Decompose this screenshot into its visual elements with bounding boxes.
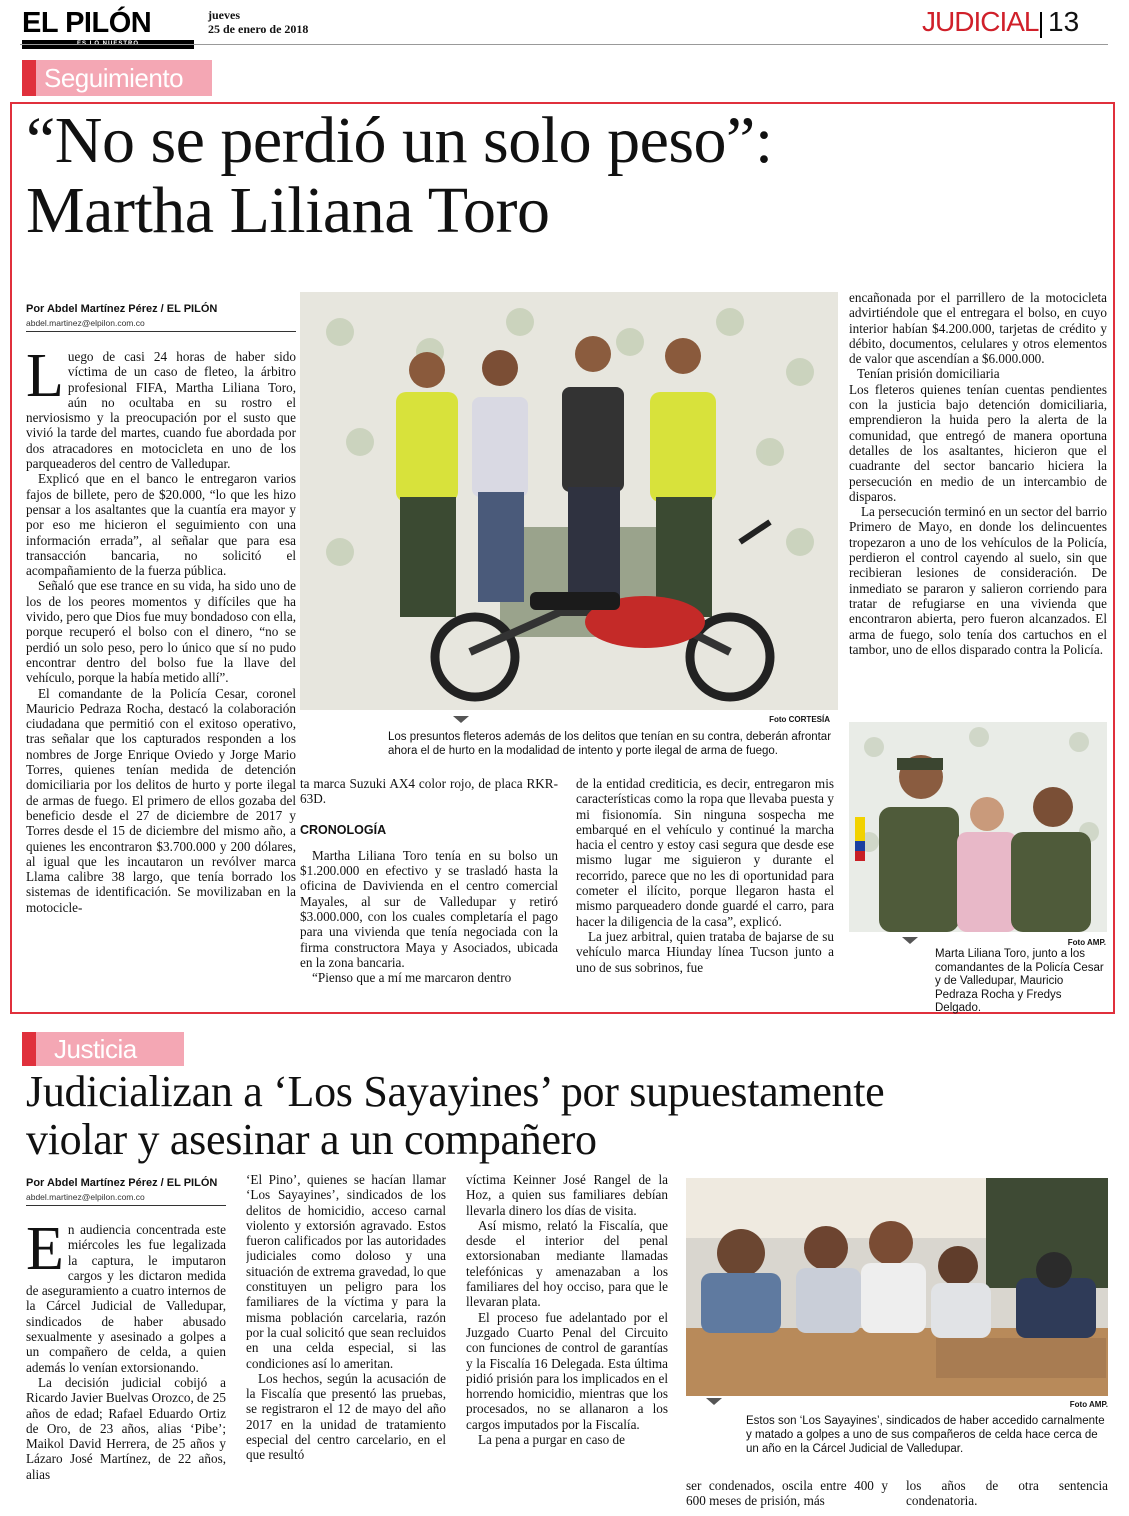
photo1-credit: Foto CORTESÍA [769, 715, 830, 724]
article1-column4 [849, 290, 1107, 722]
paragraph: La pena a purgar en caso de [478, 1432, 625, 1448]
photo3-credit: Foto AMP. [1069, 1400, 1108, 1409]
date-day: jueves [208, 8, 240, 22]
article1-secondary-photo [849, 722, 1107, 932]
article1-column1 [26, 349, 296, 1009]
caption-pointer-icon [453, 716, 469, 723]
paragraph: El proceso fue adelantado por el Juzgado Cuarto Penal del Circuito con funciones de control de garantías y la Fiscalía 16 Delegada. Esta última pidió prisión para los implicados en el horrendo homicidio, mientras que los procesados, no se allanaron a los cargos imputados por la Fiscalía. [466, 1309, 668, 1432]
section-name: JUDICIAL [922, 6, 1039, 37]
article2-photo [686, 1178, 1108, 1396]
prision-domiciliaria-subhead: Tenían prisión domiciliaria [857, 366, 1000, 382]
article2-tag [22, 1032, 184, 1066]
article2-column4 [686, 1478, 888, 1512]
article1-tag [22, 60, 212, 96]
header-rule [20, 44, 1108, 45]
article2-headline [26, 1068, 1116, 1164]
article1-byline: Por Abdel Martínez Pérez / EL PILÓN [26, 303, 218, 315]
paragraph: de la entidad crediticia, es decir, entregaron mis características como la ropa que llevaba puesta y mi fisionomía. Sin ninguna sospecha me embarqué en el vehículo y continué la marcha hacia el centro y estoy casi segura que desde ese mismo lugar me siguieron y durante el recorrido, parece que no les di oportunidad para cometer el ilícito, porque llegaron hasta el mismo parqueadero donde guardé el carro, para hacer la diligencia de la casa”, explicó. [576, 776, 834, 929]
article1-headline-line2: Martha Liliana Toro [26, 174, 550, 247]
paragraph: Así mismo, relató la Fiscalía, que desde el interior del penal extorsionaban mediante llamadas telefónicas y amenazaban a los familiares del hoy occiso, para que le llevaran plata. [466, 1217, 668, 1310]
paragraph: ta marca Suzuki AX4 color rojo, de placa RKR-63D. [300, 776, 558, 807]
masthead-logo [22, 8, 200, 56]
issue-date [208, 8, 308, 36]
article1-headline-line1: “No se perdió un solo peso”: [26, 104, 773, 177]
photo3-caption: Estos son ‘Los Sayayines’, sindicados de haber accedido carnalmente y matado a golpes a uno de sus compañeros de celda hace cerca de un año en la Cárcel Judicial de Valledupar. [746, 1415, 1105, 1455]
paragraph: Los fleteros quienes tenían cuentas pendientes con la justicia bajo detención domiciliaria, emprendieron la huida pero la alerta de la comunidad, que entregó de manera oportuna detalles de los asaltantes, hicieron que el cuadrante del sector bancario hiciera la persecución en medio de un intercambio de disparos. [849, 381, 1107, 504]
article2-email: abdel.martinez@elpilon.com.co [26, 1192, 145, 1202]
paragraph: uego de casi 24 horas de haber sido víctima de un caso de fleteo, la árbitro profesional FIFA, Martha Liliana Toro, aún no ocultaba en su rostro el nerviosismo y la preocupación por el susto que vivió la tarde del martes, cuando fue abordada por dos atracadores en motocicleta en uno de los parqueaderos del centro de Valledupar. [26, 349, 296, 472]
article2-tag-label: Justicia [54, 1034, 137, 1064]
paragraph: La persecución terminó en un sector del barrio Primero de Mayo, en donde los delincuentes tropezaron a uno de los vehículos de la Policía, perdieron el control cayendo al suelo, sin que recibieran lesiones de consideración. De inmediato se pararon y salieron corriendo para tratar de refugiarse en una vivienda que encontraron abierta, pero fueron alcanzados. El arma de fuego, solo tenía dos cartuchos en el tambor, uno de ellos disparado contra la Policía. [849, 504, 1107, 657]
article1-column2 [300, 776, 558, 1008]
byline-rule [26, 1205, 226, 1206]
photo2-caption: Marta Liliana Toro, junto a los comandantes de la Policía Cesar y de Valledupar, Mauricio Pedraza Rocha y Fredys Delgado. [935, 948, 1104, 1014]
sayayines-in-court-illustration [686, 1178, 1108, 1396]
byline-rule [26, 331, 296, 332]
suspects-and-police-illustration [300, 292, 838, 710]
article2-column3 [466, 1172, 668, 1512]
logo-name: EL PILÓN [22, 7, 152, 39]
article1-tag-label: Seguimiento [44, 63, 184, 93]
article2-headline-line1: Judicializan a ‘Los Sayayines’ por supuestamente [26, 1067, 885, 1116]
paragraph: encañonada por el parrillero de la motocicleta advirtiéndole que el entregara el bolso, en cuyo interior habían $4.200.000, tarjetas de crédito y débito, documentos, celulares y otros elementos de valor que ascendían a $6.000.000. [849, 290, 1107, 367]
caption-pointer-icon [706, 1398, 722, 1405]
tag-accent [22, 1032, 36, 1066]
paragraph: Los hechos, según la acusación de la Fiscalía que presentó las pruebas, se registraron el 12 de mayo del año 2017 en la unidad de tratamiento especial del centro carcelario, en el que resultó [246, 1370, 446, 1463]
paragraph: Señaló que ese trance en su vida, ha sido uno de los de los peores momentos y difíciles que ha vivido, pero que Dios fue muy bondadoso con ella, porque recuperó el bolso con el dinero, “no se perdió un solo peso, pero lo único que sí no pudo encontrar dentro del bolso fue la llave del vehículo, porque la había metido allí”. [26, 578, 296, 686]
caption-pointer-icon [902, 937, 918, 944]
article2-headline-line2: violar y asesinar a un compañero [26, 1115, 597, 1164]
date-full: 25 de enero de 2018 [208, 22, 309, 36]
page-number: 13 [1048, 6, 1080, 37]
paragraph: ‘El Pino’, quienes se hacían llamar ‘Los Sayayines’, sindicados de los delitos de homicidio, acceso carnal violento y extorsión agravado. Estos fueron calificados por las autoridades judiciales como doloso y una situación de extrema gravedad, lo que constituyen un peligro para los familiares de la víctima y para la misma población carcelaria, razón por la cual solicitó que sean recluidos en una celda especial, si las condiciones así lo ameritan. [246, 1172, 446, 1371]
photo2-credit: Foto AMP. [1067, 938, 1106, 947]
cronologia-subhead: CRONOLOGÍA [300, 822, 387, 837]
dropcap-letter: L [26, 349, 64, 410]
section-separator [1040, 12, 1042, 38]
dropcap-letter: E [26, 1222, 64, 1283]
article1-headline [26, 106, 1106, 246]
paragraph: víctima Keinner José Rangel de la Hoz, a quien sus familiares debían llevarla dinero los días de visita. [466, 1172, 668, 1218]
paragraph: los años de otra sentencia condenatoria. [906, 1478, 1108, 1509]
martha-with-commanders-illustration [849, 722, 1107, 932]
paragraph: Martha Liliana Toro tenía en su bolso un $1.200.000 en efectivo y se trasladó hasta la oficina de Davivienda en el centro comercial Mayales, al sur de Valledupar y retiró $3.000.000, con los cuales completaría el pago para una vivienda que tenía negociada con la firma constructora Maya y Asociados, ubicada en la zona bancaria. [300, 847, 558, 970]
article2-column5 [906, 1478, 1108, 1512]
paragraph: n audiencia concentrada este miércoles les fue legalizada la captura, le imputaron cargos y les dictaron medida de aseguramiento a cuatro internos de la Cárcel Judicial de Valledupar, sindicados de haber abusado sexualmente y asesinado a golpes a un compañero de celda, a quien además lo venían extorsionando. [26, 1222, 226, 1375]
paragraph: “Pienso que a mí me marcaron dentro [312, 970, 512, 986]
article1-main-photo [300, 292, 838, 710]
article1-column3 [576, 776, 834, 1008]
paragraph: ser condenados, oscila entre 400 y 600 meses de prisión, más [686, 1478, 888, 1509]
photo1-caption: Los presuntos fleteros además de los delitos que tenían en su contra, deberán afrontar ahora el de hurto en la modalidad de intento y porte ilegal de arma de fuego. [388, 731, 832, 757]
paragraph: La juez arbitral, quien trataba de bajarse de su vehículo marca Hiunday línea Tucson junto a uno de sus sobrinos, fue [576, 928, 834, 975]
article2-column1 [26, 1222, 226, 1512]
article2-column2 [246, 1172, 446, 1512]
article2-byline: Por Abdel Martínez Pérez / EL PILÓN [26, 1177, 218, 1189]
tag-accent [22, 60, 36, 96]
article1-email: abdel.martinez@elpilon.com.co [26, 318, 145, 328]
paragraph: Explicó que en el banco le entregaron varios fajos de billete, pero de $20.000, “lo que les hizo pensar a los asaltantes que la cuantía era mayor y por eso me hicieron el seguimiento con una información errada”, al señalar que para esa transacción bancaria, no solicitó el acompañamiento de la fuerza pública. [26, 471, 296, 579]
paragraph: La decisión judicial cobijó a Ricardo Javier Buelvas Orozco, de 25 años de edad; Rafael Eduardo Ortiz de Oro, de 23 años, alias ‘Pibe’; Maikol David Herrera, de 25 años y Lázaro José Martínez, de 22 años, alias [26, 1374, 226, 1482]
paragraph: El comandante de la Policía Cesar, coronel Mauricio Pedraza Rocha, destacó la colaboración ciudadana que permitió con el exitoso operativo, tras señalar que los capturados responden a los nombres de Jorge Enrique Oviedo y Jorge Mario Torres, quienes tenían medida de detención domiciliaria por los delitos de hurto y porte ilegal de armas de fuego. El primero de ellos gozaba del beneficio desde el 27 de diciembre de 2017 y Torres desde el 15 de diciembre del mismo año, a quienes les encontraron $3.700.000 y 200 dólares, al igual que les incautaron un revólver marca Llama calibre 38 largo, que tenía borrado los sistemas de identificación. Se movilizaban en la motocicle- [26, 685, 296, 915]
